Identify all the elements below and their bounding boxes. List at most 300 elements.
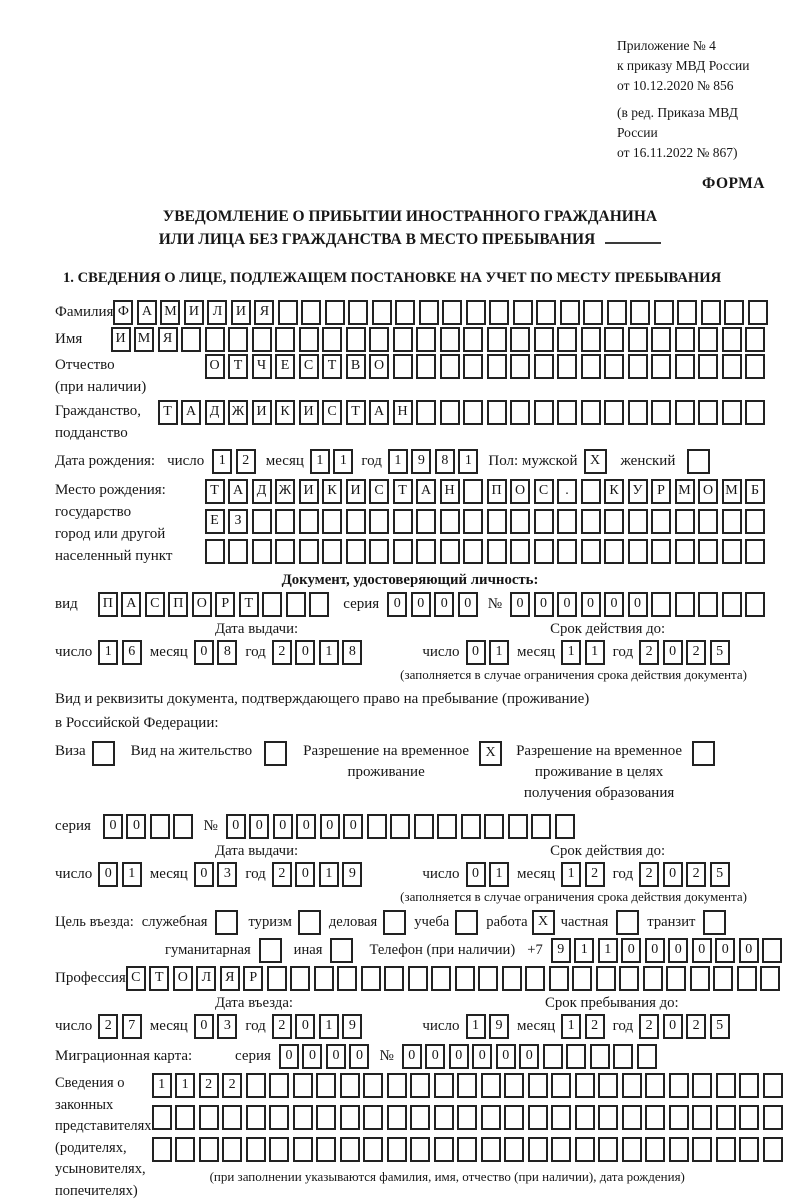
form-cell: 1 — [466, 1014, 486, 1039]
form-cell: 0 — [739, 938, 759, 963]
citizenship-label — [55, 400, 158, 444]
form-cell: 1 — [122, 862, 142, 887]
form-cell: 2 — [686, 640, 706, 665]
form-cell — [534, 327, 554, 352]
form-cell — [440, 539, 460, 564]
doc-valid-year-label: год — [612, 644, 634, 660]
form-cell — [557, 327, 577, 352]
form-cell — [724, 300, 744, 325]
birth-place-row2-cells — [205, 509, 766, 534]
form-cell: 1 — [319, 862, 339, 887]
form-cell — [575, 1073, 595, 1098]
form-cell — [502, 966, 522, 991]
form-cell — [275, 539, 295, 564]
form-cell: 1 — [561, 1014, 581, 1039]
form-cell: 1 — [561, 640, 581, 665]
form-cell — [698, 592, 718, 617]
citizenship-label-line2: подданство — [55, 425, 128, 441]
visa-label: Виза — [55, 743, 86, 759]
form-cell — [387, 1105, 407, 1130]
form-cell — [762, 938, 782, 963]
form-cell — [361, 966, 381, 991]
entry-year-cells — [272, 1014, 363, 1039]
representatives-cells — [152, 1073, 783, 1185]
female-checkbox — [687, 449, 710, 474]
form-cell — [372, 300, 392, 325]
entry-date-heads — [55, 995, 765, 1012]
form-cell — [228, 327, 248, 352]
form-cell: 2 — [639, 862, 659, 887]
form-cell: М — [160, 300, 180, 325]
form-cell — [528, 1137, 548, 1162]
doc-valid-day-cells — [466, 640, 510, 665]
entry-day-label: число — [55, 1018, 93, 1034]
rvp-valid-until-title: Срок действия до: — [550, 843, 666, 859]
form-cell — [555, 814, 575, 839]
form-cell — [314, 966, 334, 991]
purpose-label: Цель въезда: — [55, 914, 134, 930]
form-cell: А — [416, 479, 436, 504]
form-cell — [337, 966, 357, 991]
birth-month-cells — [310, 449, 354, 474]
form-cell: 0 — [510, 592, 530, 617]
rvp-series-cells — [103, 814, 194, 839]
form-title-line-1: УВЕДОМЛЕНИЕ О ПРИБЫТИИ ИНОСТРАННОГО ГРАЖДАНИНА — [162, 208, 658, 225]
rvp-valid-year-label: год — [612, 866, 634, 882]
form-cell: Я — [220, 966, 240, 991]
annex-block — [617, 36, 765, 163]
form-cell — [369, 539, 389, 564]
form-cell — [286, 592, 306, 617]
form-cell — [199, 1105, 219, 1130]
form-cell — [598, 1137, 618, 1162]
rvp-issue-year-cells — [272, 862, 363, 887]
stay-day-label: число — [422, 1018, 460, 1034]
form-cell: О — [510, 479, 530, 504]
form-cell — [228, 539, 248, 564]
form-cell: Р — [215, 592, 235, 617]
birth-year-label: год — [361, 453, 382, 469]
form-cell — [763, 1105, 783, 1130]
form-cell — [181, 327, 201, 352]
entry-day-cells — [98, 1014, 142, 1039]
form-cell: 0 — [458, 592, 478, 617]
form-cell: 0 — [715, 938, 735, 963]
doc-type-label: вид — [55, 596, 78, 612]
form-cell — [675, 354, 695, 379]
form-cell — [205, 327, 225, 352]
form-cell — [434, 1073, 454, 1098]
form-cell — [410, 1105, 430, 1130]
form-cell — [367, 814, 387, 839]
form-cell — [528, 1105, 548, 1130]
stay-month-label: месяц — [517, 1018, 556, 1034]
form-cell: Л — [207, 300, 227, 325]
form-cell: 8 — [342, 640, 362, 665]
purpose-humanitarian-label: гуманитарная — [165, 942, 251, 958]
form-cell — [677, 300, 697, 325]
form-cell — [760, 966, 780, 991]
form-cell — [745, 539, 765, 564]
form-cell — [316, 1137, 336, 1162]
form-cell — [92, 741, 115, 766]
form-cell — [628, 400, 648, 425]
form-cell — [461, 814, 481, 839]
form-cell — [549, 966, 569, 991]
birth-year-cells — [388, 449, 479, 474]
form-cell — [455, 966, 475, 991]
form-cell — [175, 1105, 195, 1130]
form-cell — [739, 1073, 759, 1098]
form-cell: А — [369, 400, 389, 425]
form-cell — [416, 509, 436, 534]
form-cell — [322, 327, 342, 352]
doc-issue-day-cells — [98, 640, 142, 665]
form-cell — [722, 509, 742, 534]
form-cell: 1 — [489, 640, 509, 665]
surname-cells — [113, 300, 768, 325]
form-cell — [487, 400, 507, 425]
form-cell — [431, 966, 451, 991]
form-cell: 1 — [585, 640, 605, 665]
form-cell: А — [228, 479, 248, 504]
representatives-note: (при заполнении указываются фамилия, имя, отчество (при наличии), дата рождения) — [209, 1169, 685, 1184]
form-cell — [701, 300, 721, 325]
form-cell — [557, 400, 577, 425]
form-cell: 1 — [388, 449, 408, 474]
sex-female-label: женский — [620, 453, 676, 469]
form-cell — [440, 509, 460, 534]
form-cell: 1 — [152, 1073, 172, 1098]
form-cell — [716, 1073, 736, 1098]
form-cell: 2 — [639, 1014, 659, 1039]
form-cell — [745, 509, 765, 534]
form-cell: 2 — [639, 640, 659, 665]
form-cell: Р — [243, 966, 263, 991]
migration-series-cells — [279, 1044, 370, 1069]
form-cell — [484, 814, 504, 839]
form-cell — [510, 327, 530, 352]
birth-place-row1-cells — [205, 479, 766, 504]
form-cell: Т — [322, 354, 342, 379]
form-cell: 0 — [326, 1044, 346, 1069]
form-cell — [309, 592, 329, 617]
form-title-line-2 — [55, 228, 765, 251]
form-cell — [551, 1073, 571, 1098]
purpose-study-checkbox — [455, 910, 478, 935]
residence-permit-label: Вид на жительство — [130, 743, 253, 759]
edu-permit-label-line1: Разрешение на временное — [516, 743, 683, 759]
doc-number-cells — [510, 592, 765, 617]
form-cell: 0 — [472, 1044, 492, 1069]
form-cell — [745, 327, 765, 352]
form-cell — [363, 1073, 383, 1098]
form-cell: Я — [254, 300, 274, 325]
representatives-label-line4: (родителях, — [55, 1139, 127, 1156]
edu-permit-label — [516, 741, 682, 804]
form-cell: И — [184, 300, 204, 325]
patronymic-label — [55, 354, 205, 398]
form-cell: 5 — [710, 862, 730, 887]
form-cell: И — [346, 479, 366, 504]
form-cell — [763, 1073, 783, 1098]
form-cell — [557, 354, 577, 379]
form-cell: Ж — [228, 400, 248, 425]
form-cell — [316, 1073, 336, 1098]
title-blank-line — [605, 230, 661, 244]
entry-year-label: год — [245, 1018, 266, 1034]
representatives-row1-cells — [152, 1073, 783, 1098]
form-cell: И — [299, 400, 319, 425]
form-cell: П — [98, 592, 118, 617]
form-cell: 9 — [489, 1014, 509, 1039]
form-cell: О — [698, 479, 718, 504]
form-cell: Т — [393, 479, 413, 504]
form-cell: 1 — [319, 640, 339, 665]
form-cell: О — [192, 592, 212, 617]
form-cell — [534, 354, 554, 379]
form-cell — [222, 1137, 242, 1162]
representatives-label-line1: Сведения о — [55, 1075, 125, 1091]
form-cell — [437, 814, 457, 839]
form-cell — [622, 1137, 642, 1162]
form-cell: 2 — [272, 862, 292, 887]
form-cell — [604, 400, 624, 425]
form-cell — [651, 592, 671, 617]
residence-permit-checkbox — [264, 741, 287, 766]
form-cell — [269, 1073, 289, 1098]
form-cell — [645, 1137, 665, 1162]
rvp-valid-day-label: число — [422, 866, 460, 882]
form-cell — [675, 400, 695, 425]
form-cell — [466, 300, 486, 325]
form-cell: 0 — [295, 1014, 315, 1039]
form-cell: 6 — [122, 640, 142, 665]
profession-row — [55, 966, 765, 991]
form-cell — [252, 539, 272, 564]
form-cell: К — [275, 400, 295, 425]
form-cell: У — [628, 479, 648, 504]
form-cell — [387, 1137, 407, 1162]
form-cell: Т — [149, 966, 169, 991]
purpose-business-label: служебная — [141, 914, 208, 930]
form-cell — [692, 1137, 712, 1162]
form-cell — [513, 300, 533, 325]
rvp-issue-year-label: год — [245, 866, 266, 882]
form-cell — [269, 1105, 289, 1130]
form-cell — [598, 1105, 618, 1130]
birth-place-label-line1: Место рождения: — [55, 482, 166, 498]
patronymic-label-line2: (при наличии) — [55, 379, 147, 395]
form-cell: 1 — [333, 449, 353, 474]
form-cell — [175, 1137, 195, 1162]
form-cell — [275, 509, 295, 534]
form-cell: 5 — [710, 1014, 730, 1039]
edu-permit-label-line3: получения образования — [523, 785, 675, 801]
form-cell — [528, 1073, 548, 1098]
form-cell — [604, 539, 624, 564]
form-cell: С — [369, 479, 389, 504]
migration-number-label: № — [379, 1048, 394, 1064]
form-cell: 5 — [710, 640, 730, 665]
doc-valid-until-title: Срок действия до: — [550, 621, 666, 637]
profession-cells — [126, 966, 781, 991]
form-cell: 3 — [217, 1014, 237, 1039]
form-cell — [440, 354, 460, 379]
form-cell: 0 — [466, 862, 486, 887]
form-cell — [410, 1073, 430, 1098]
form-cell — [637, 1044, 657, 1069]
form-cell — [572, 966, 592, 991]
form-cell: 0 — [668, 938, 688, 963]
form-title — [55, 205, 765, 251]
form-cell — [536, 300, 556, 325]
form-cell: С — [534, 479, 554, 504]
form-cell — [551, 1105, 571, 1130]
rvp-valid-day-cells — [466, 862, 510, 887]
form-cell: 2 — [686, 1014, 706, 1039]
stay-year-cells — [639, 1014, 730, 1039]
rvp-number-cells — [226, 814, 575, 839]
form-cell — [463, 400, 483, 425]
form-cell — [222, 1105, 242, 1130]
form-cell — [489, 300, 509, 325]
doc-issue-month-cells — [194, 640, 238, 665]
visa-checkbox — [92, 741, 115, 766]
form-cell — [581, 354, 601, 379]
profession-label: Профессия — [55, 970, 126, 986]
form-cell — [481, 1137, 501, 1162]
form-cell: 0 — [496, 1044, 516, 1069]
purpose-study-label: учеба — [414, 914, 450, 930]
form-cell — [669, 1105, 689, 1130]
form-cell: 0 — [249, 814, 269, 839]
form-cell: М — [675, 479, 695, 504]
form-cell: 8 — [217, 640, 237, 665]
form-cell — [628, 354, 648, 379]
rvp-issue-day-label: число — [55, 866, 93, 882]
form-cell — [330, 938, 353, 963]
purpose-transit-checkbox — [703, 910, 726, 935]
temp-permit-label-line1: Разрешение на временное — [303, 743, 470, 759]
form-cell — [246, 1073, 266, 1098]
form-cell: X — [479, 741, 502, 766]
form-cell — [613, 1044, 633, 1069]
form-cell: 0 — [194, 862, 214, 887]
form-cell: 0 — [103, 814, 123, 839]
surname-label: Фамилия — [55, 304, 114, 320]
residence-doc-options — [55, 741, 765, 804]
form-cell — [716, 1105, 736, 1130]
form-cell — [737, 966, 757, 991]
form-cell: Л — [196, 966, 216, 991]
residence-doc-dates-row — [55, 862, 765, 887]
form-cell: 0 — [387, 592, 407, 617]
stay-day-cells — [466, 1014, 510, 1039]
rvp-series-label: серия — [55, 818, 91, 834]
form-cell — [675, 509, 695, 534]
form-cell — [616, 910, 639, 935]
form-cell — [346, 327, 366, 352]
doc-series-cells — [387, 592, 478, 617]
form-cell — [531, 814, 551, 839]
form-cell: А — [137, 300, 157, 325]
phone-prefix: +7 — [527, 942, 543, 958]
form-cell: Б — [745, 479, 765, 504]
form-cell: 1 — [319, 1014, 339, 1039]
form-cell: П — [487, 479, 507, 504]
form-cell — [348, 300, 368, 325]
temp-permit-checkbox — [479, 741, 502, 766]
form-cell — [622, 1105, 642, 1130]
form-cell — [416, 327, 436, 352]
form-cell — [275, 327, 295, 352]
form-cell — [322, 509, 342, 534]
representatives-block — [55, 1073, 765, 1202]
rvp-issue-month-cells — [194, 862, 238, 887]
form-cell: 0 — [663, 1014, 683, 1039]
form-cell — [457, 1073, 477, 1098]
entry-dates-row — [55, 1014, 765, 1039]
form-cell — [384, 966, 404, 991]
form-cell: З — [228, 509, 248, 534]
form-cell — [534, 539, 554, 564]
form-cell — [252, 509, 272, 534]
form-cell: 0 — [628, 592, 648, 617]
form-cell — [487, 354, 507, 379]
birth-date-label: Дата рождения: — [55, 453, 156, 469]
form-cell — [645, 1073, 665, 1098]
form-cell: 2 — [98, 1014, 118, 1039]
form-cell — [457, 1137, 477, 1162]
name-row — [55, 327, 765, 352]
form-cell: С — [145, 592, 165, 617]
form-cell: О — [205, 354, 225, 379]
form-cell — [510, 509, 530, 534]
form-cell — [408, 966, 428, 991]
form-cell: И — [252, 400, 272, 425]
residence-doc-series-row — [55, 814, 765, 839]
form-cell — [246, 1105, 266, 1130]
form-cell: А — [181, 400, 201, 425]
birth-month-label: месяц — [265, 453, 304, 469]
entry-month-cells — [194, 1014, 238, 1039]
doc-valid-day-label: число — [422, 644, 460, 660]
citizenship-label-line1: Гражданство, — [55, 403, 142, 419]
form-cell: Т — [205, 479, 225, 504]
form-cell: 2 — [199, 1073, 219, 1098]
surname-row — [55, 300, 765, 325]
form-cell — [340, 1137, 360, 1162]
form-cell — [487, 327, 507, 352]
form-cell — [739, 1137, 759, 1162]
form-cell: 2 — [236, 449, 256, 474]
form-cell: 1 — [175, 1073, 195, 1098]
form-cell: 0 — [645, 938, 665, 963]
form-cell — [346, 539, 366, 564]
form-cell: 0 — [425, 1044, 445, 1069]
form-cell: М — [722, 479, 742, 504]
form-cell — [604, 327, 624, 352]
purpose-business-checkbox — [215, 910, 238, 935]
form-cell — [698, 400, 718, 425]
form-cell — [293, 1137, 313, 1162]
form-cell: Ф — [113, 300, 133, 325]
form-cell: 0 — [402, 1044, 422, 1069]
form-cell — [604, 354, 624, 379]
form-cell: 0 — [273, 814, 293, 839]
rvp-issue-day-cells — [98, 862, 142, 887]
